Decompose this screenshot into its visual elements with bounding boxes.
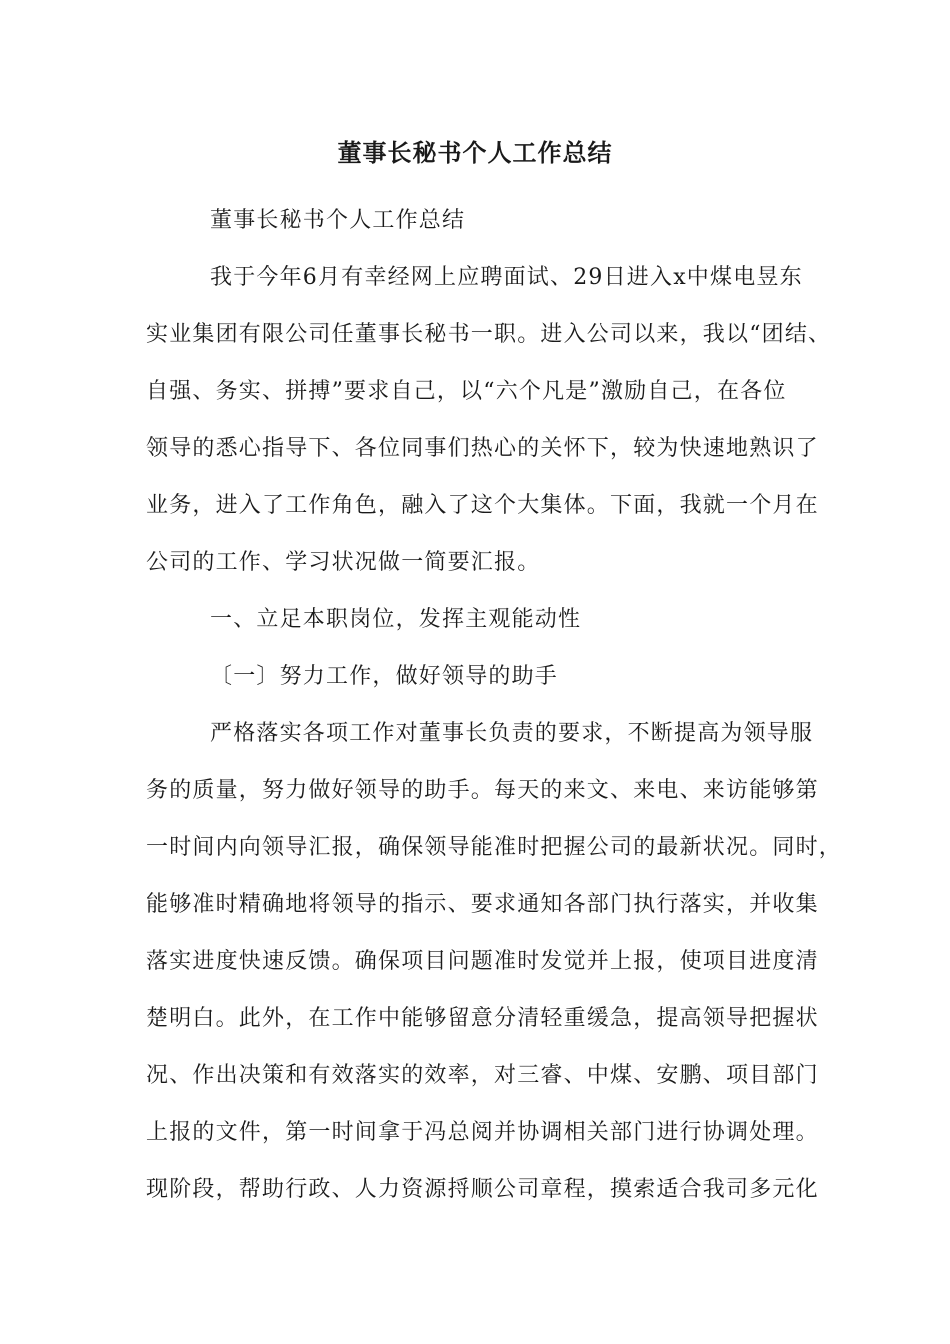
paragraph-line: 现阶段，帮助行政、人力资源捋顺公司章程，摸索适合我司多元化 [146, 1177, 819, 1202]
paragraph-line: 一时间内向领导汇报，确保领导能准时把握公司的最新状况。同时， [146, 835, 843, 860]
document-title: 董事长秘书个人工作总结 [337, 138, 613, 167]
paragraph-line: 务的质量，努力做好领导的助手。每天的来文、来电、来访能够第 [146, 778, 819, 803]
paragraph-line: 领导的悉心指导下、各位同事们热心的关怀下，较为快速地熟识了 [146, 436, 819, 461]
paragraph-line: 能够准时精确地将领导的指示、要求通知各部门执行落实，并收集 [146, 892, 819, 917]
subsection-heading: 〔一〕努力工作，做好领导的助手 [210, 664, 559, 689]
paragraph-line: 楚明白。此外，在工作中能够留意分清轻重缓急，提高领导把握状 [146, 1006, 819, 1031]
paragraph-line: 业务，进入了工作角色，融入了这个大集体。下面，我就一个月在 [146, 493, 819, 518]
paragraph-line: 严格落实各项工作对董事长负责的要求，不断提高为领导服 [210, 721, 814, 746]
paragraph-line: 况、作出决策和有效落实的效率，对三睿、中煤、安鹏、项目部门 [146, 1063, 819, 1088]
paragraph-line: 自强、务实、拼搏”要求自己，以“六个凡是”激励自己，在各位 [146, 379, 787, 404]
paragraph-line: 落实进度快速反馈。确保项目问题准时发觉并上报，使项目进度清 [146, 949, 819, 974]
paragraph-line: 我于今年6月有幸经网上应聘面试、29日进入x中煤电昱东 [210, 265, 803, 290]
section-heading: 一、立足本职岗位，发挥主观能动性 [210, 607, 582, 632]
document-subtitle: 董事长秘书个人工作总结 [210, 208, 466, 233]
paragraph-line: 实业集团有限公司任董事长秘书一职。进入公司以来，我以“团结、 [146, 322, 832, 347]
paragraph-line: 公司的工作、学习状况做一简要汇报。 [146, 550, 541, 575]
paragraph-line: 上报的文件，第一时间拿于冯总阅并协调相关部门进行协调处理。 [146, 1120, 819, 1145]
